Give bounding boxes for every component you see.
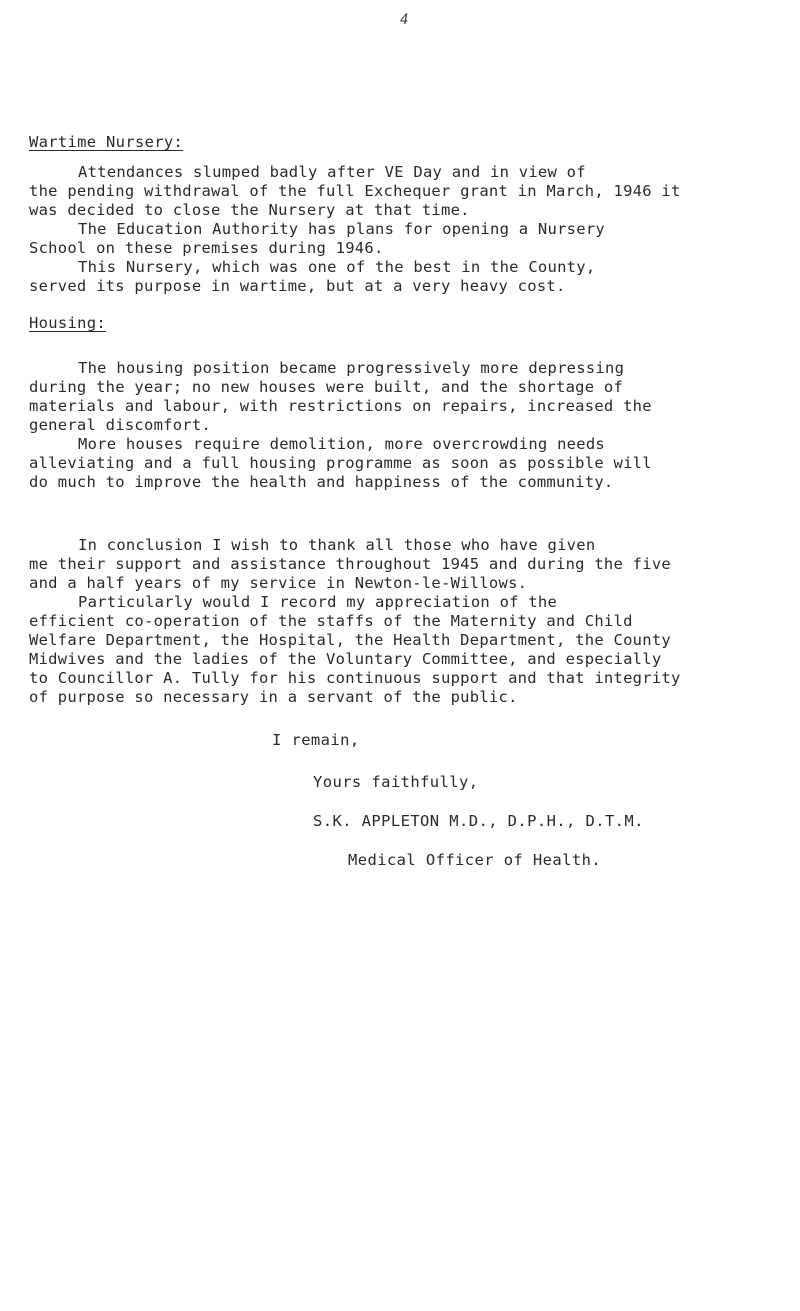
paragraph-line: me their support and assistance throughout 1945 and during the five — [29, 555, 671, 573]
housing-heading: Housing: — [29, 314, 107, 332]
paragraph-line: This Nursery, which was one of the best in the County, — [78, 258, 596, 276]
paragraph-line: The housing position became progressively more depressing — [78, 359, 625, 377]
page-number: 4 — [400, 12, 409, 28]
paragraph-line: during the year; no new houses were built, and the shortage of — [29, 378, 624, 396]
paragraph-line: general discomfort. — [29, 416, 212, 434]
signatory-title: Medical Officer of Health. — [348, 851, 602, 869]
paragraph-line: of purpose so necessary in a servant of the public. — [29, 688, 518, 706]
paragraph-line: Midwives and the ladies of the Voluntary Committee, and especially — [29, 650, 662, 668]
paragraph-line: School on these premises during 1946. — [29, 239, 384, 257]
paragraph-line: More houses require demolition, more overcrowding needs — [78, 435, 605, 453]
paragraph-line: The Education Authority has plans for opening a Nursery — [78, 220, 605, 238]
signatory-name: S.K. APPLETON M.D., D.P.H., D.T.M. — [313, 812, 644, 830]
paragraph-line: In conclusion I wish to thank all those who have given — [78, 536, 596, 554]
paragraph-line: to Councillor A. Tully for his continuous support and that integrity — [29, 669, 681, 687]
paragraph-line: and a half years of my service in Newton-le-Willows. — [29, 574, 528, 592]
paragraph-line: alleviating and a full housing programme as soon as possible will — [29, 454, 652, 472]
paragraph-line: efficient co-operation of the staffs of the Maternity and Child — [29, 612, 633, 630]
closing-salutation: Yours faithfully, — [313, 773, 479, 791]
paragraph-line: was decided to close the Nursery at that time. — [29, 201, 470, 219]
paragraph-line: do much to improve the health and happiness of the community. — [29, 473, 614, 491]
paragraph-line: served its purpose in wartime, but at a very heavy cost. — [29, 277, 566, 295]
paragraph-line: Attendances slumped badly after VE Day and in view of — [78, 163, 586, 181]
closing-remain: I remain, — [272, 731, 360, 749]
wartime-nursery-heading: Wartime Nursery: — [29, 133, 184, 151]
paragraph-line: Particularly would I record my appreciation of the — [78, 593, 558, 611]
paragraph-line: Welfare Department, the Hospital, the Health Department, the County — [29, 631, 671, 649]
paragraph-line: materials and labour, with restrictions on repairs, increased the — [29, 397, 652, 415]
paragraph-line: the pending withdrawal of the full Exchequer grant in March, 1946 it — [29, 182, 681, 200]
